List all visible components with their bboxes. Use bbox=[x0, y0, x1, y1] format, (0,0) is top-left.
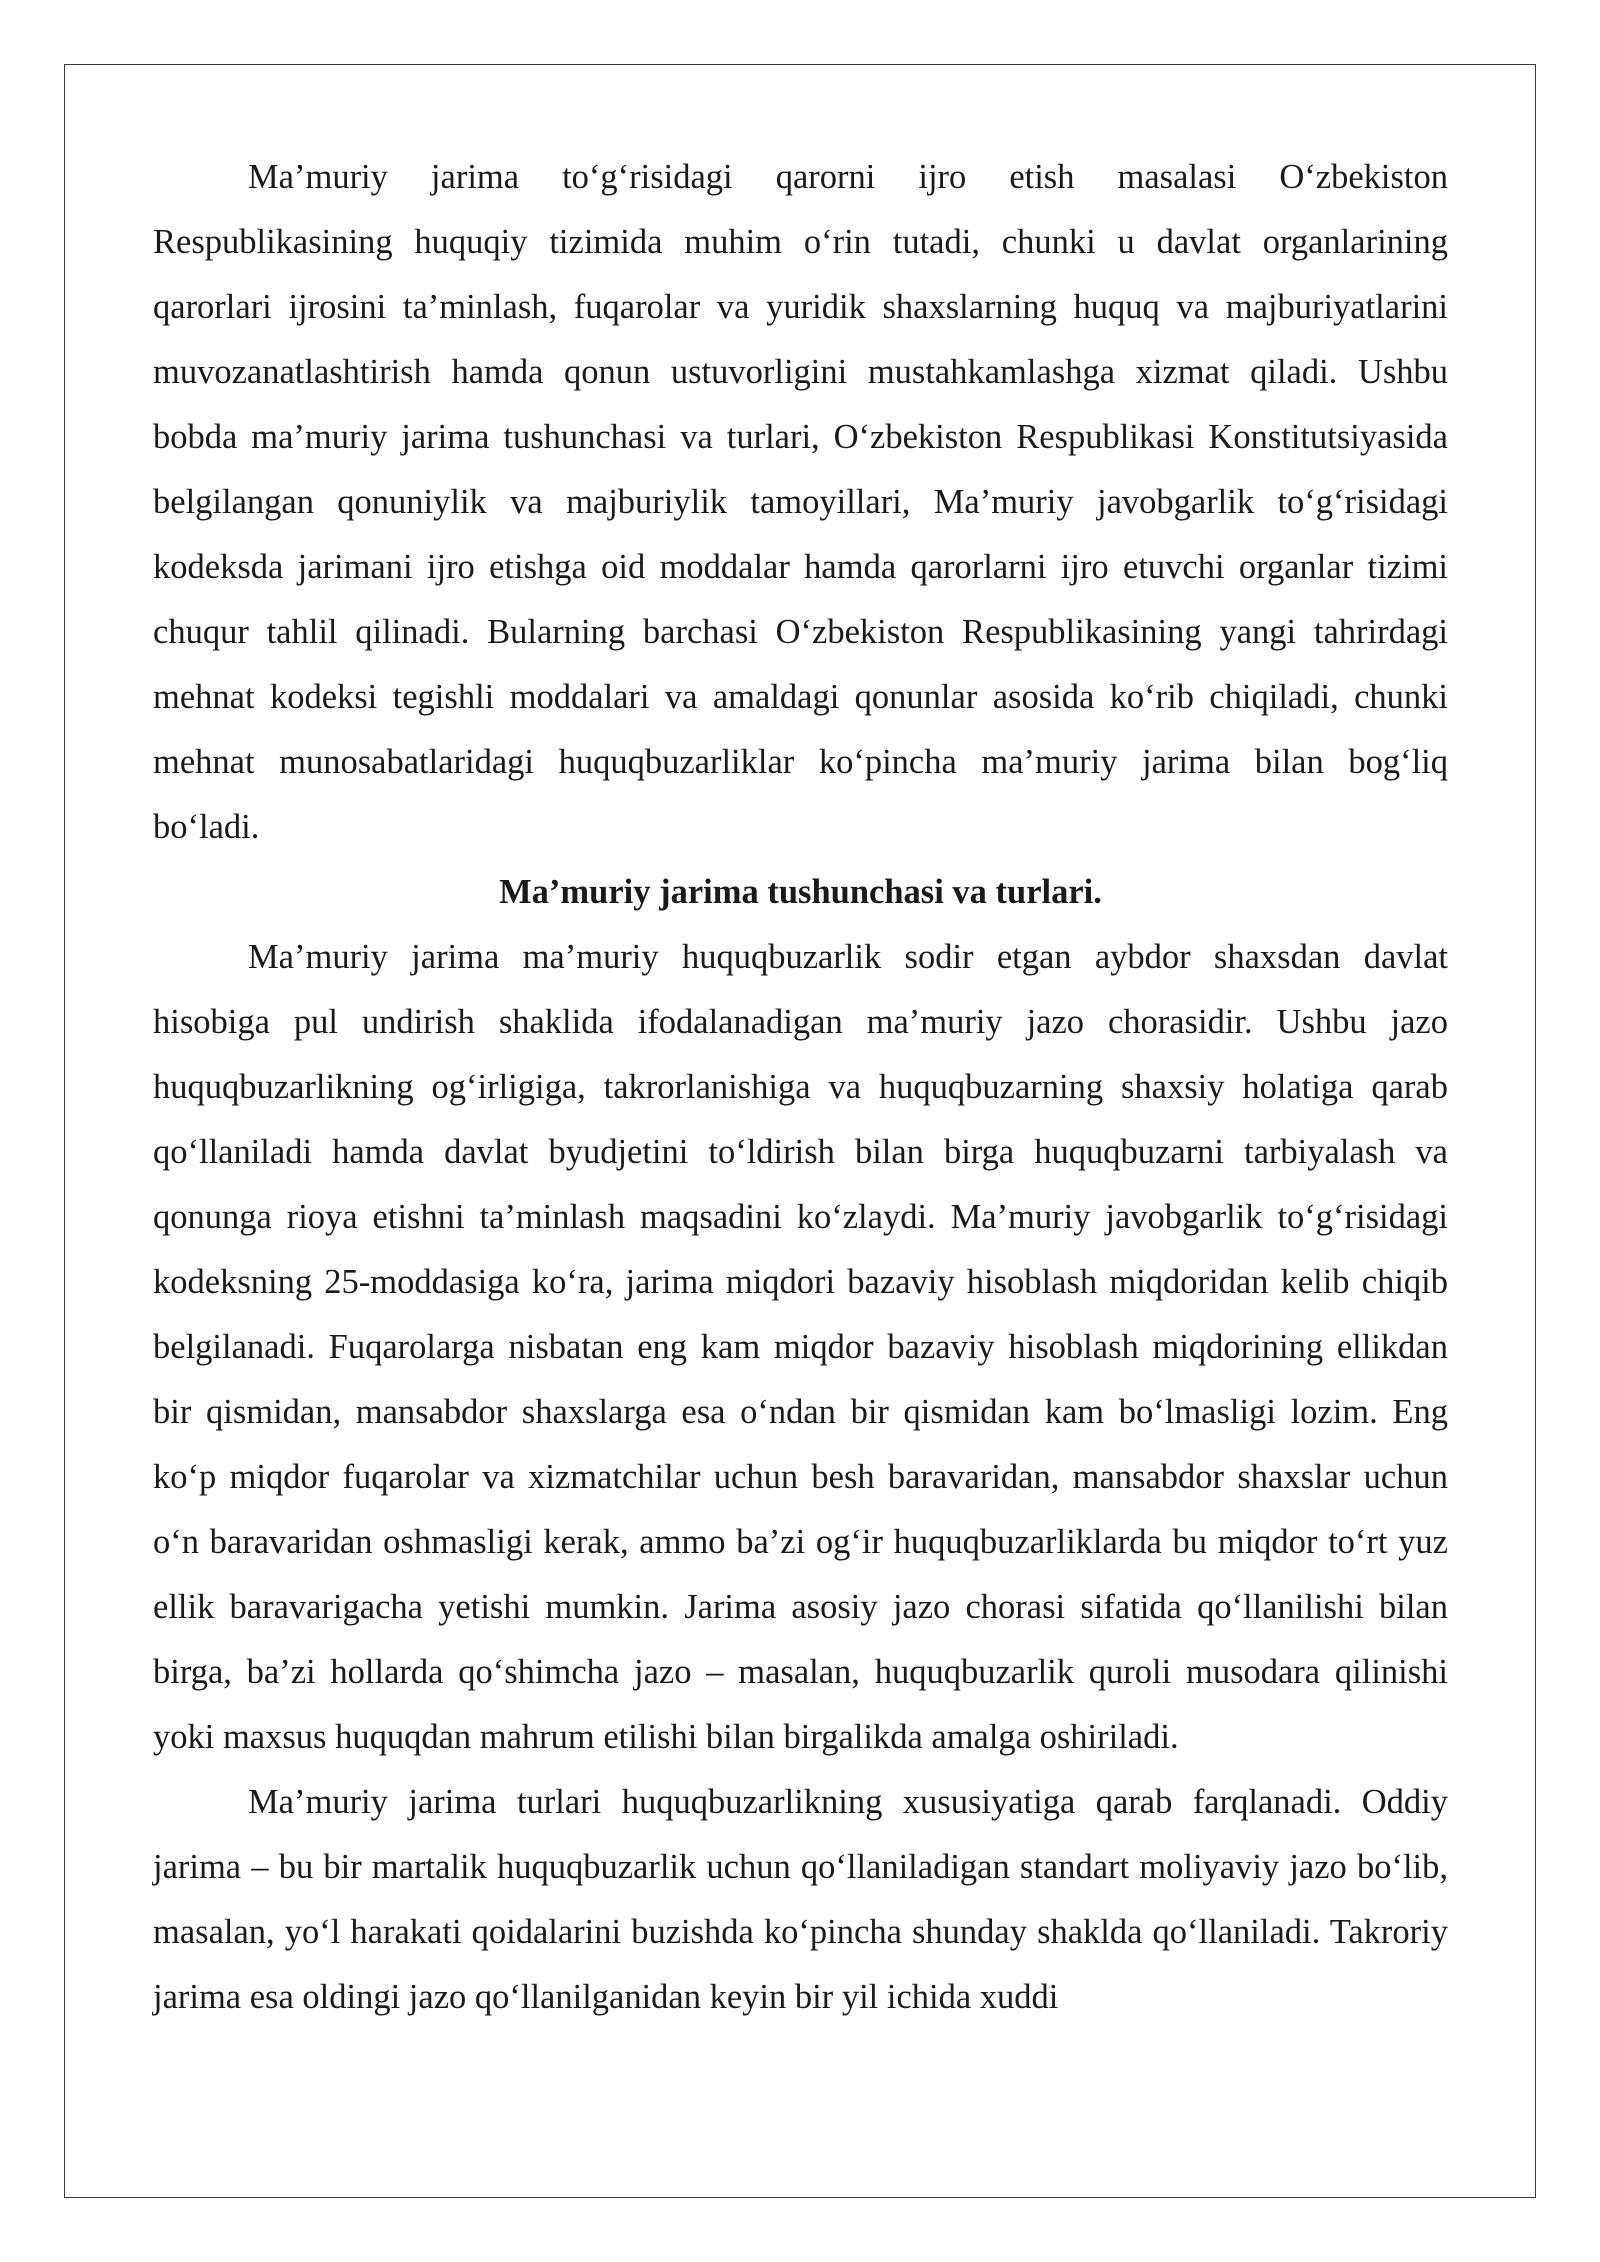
paragraph: Ma’muriy jarima turlari huquqbuzarlikning xususiyatiga qarab farqlanadi. Oddiy jarima – bu bir martalik huquqbuzarlik uchun qo‘llaniladigan standart moliyaviy jazo bo‘lib, masalan, yo‘l harakati qoidalarini buzishda ko‘pincha shunday shaklda qo‘llaniladi. Takroriy jarima esa oldingi jazo qo‘llanilganidan keyin bir yil ichida xuddi bbox=[153, 1783, 1448, 2016]
paragraph: Ma’muriy jarima ma’muriy huquqbuzarlik sodir etgan aybdor shaxsdan davlat hisobiga pul undirish shaklida ifodalanadigan ma’muriy jazo chorasidir. Ushbu jazo huquqbuzarlikning og‘irligiga, takrorlanishiga va huquqbuzarning shaxsiy holatiga qarab qo‘llaniladi hamda davlat byudjetini to‘ldirish bilan birga huquqbuzarni tarbiyalash va qonunga rioya etishni ta’minlash maqsadini ko‘zlaydi. Ma’muriy javobgarlik to‘g‘risidagi kodeksning 25-moddasiga ko‘ra, jarima miqdori bazaviy hisoblash miqdoridan kelib chiqib belgilanadi. Fuqarolarga nisbatan eng kam miqdor bazaviy hisoblash miqdorining ellikdan bir qismidan, mansabdor shaxslarga esa o‘ndan bir qismidan kam bo‘lmasligi lozim. Eng ko‘p miqdor fuqarolar va xizmatchilar uchun besh baravaridan, mansabdor shaxslar uchun o‘n baravaridan oshmasligi kerak, ammo ba’zi og‘ir huquqbuzarliklarda bu miqdor to‘rt yuz ellik baravarigacha yetishi mumkin. Jarima asosiy jazo chorasi sifatida qo‘llanilishi bilan birga, ba’zi hollarda qo‘shimcha jazo – masalan, huquqbuzarlik quroli musodara qilinishi yoki maxsus huquqdan mahrum etilishi bilan birgalikda amalga oshiriladi. bbox=[153, 938, 1448, 1756]
section-heading: Ma’muriy jarima tushunchasi va turlari. bbox=[499, 873, 1102, 911]
document-body bbox=[153, 145, 1448, 2030]
paragraph: Ma’muriy jarima to‘g‘risidagi qarorni ijro etish masalasi O‘zbekiston Respublikasining huquqiy tizimida muhim o‘rin tutadi, chunki u davlat organlarining qarorlari ijrosini ta’minlash, fuqarolar va yuridik shaxslarning huquq va majburiyatlarini muvozanatlashtirish hamda qonun ustuvorligini mustahkamlashga xizmat qiladi. Ushbu bobda ma’muriy jarima tushunchasi va turlari, O‘zbekiston Respublikasi Konstitutsiyasida belgilangan qonuniylik va majburiylik tamoyillari, Ma’muriy javobgarlik to‘g‘risidagi kodeksda jarimani ijro etishga oid moddalar hamda qarorlarni ijro etuvchi organlar tizimi chuqur tahlil qilinadi. Bularning barchasi O‘zbekiston Respublikasining yangi tahrirdagi mehnat kodeksi tegishli moddalari va amaldagi qonunlar asosida ko‘rib chiqiladi, chunki mehnat munosabatlaridagi huquqbuzarliklar ko‘pincha ma’muriy jarima bilan bog‘liq bo‘ladi. bbox=[153, 158, 1448, 846]
